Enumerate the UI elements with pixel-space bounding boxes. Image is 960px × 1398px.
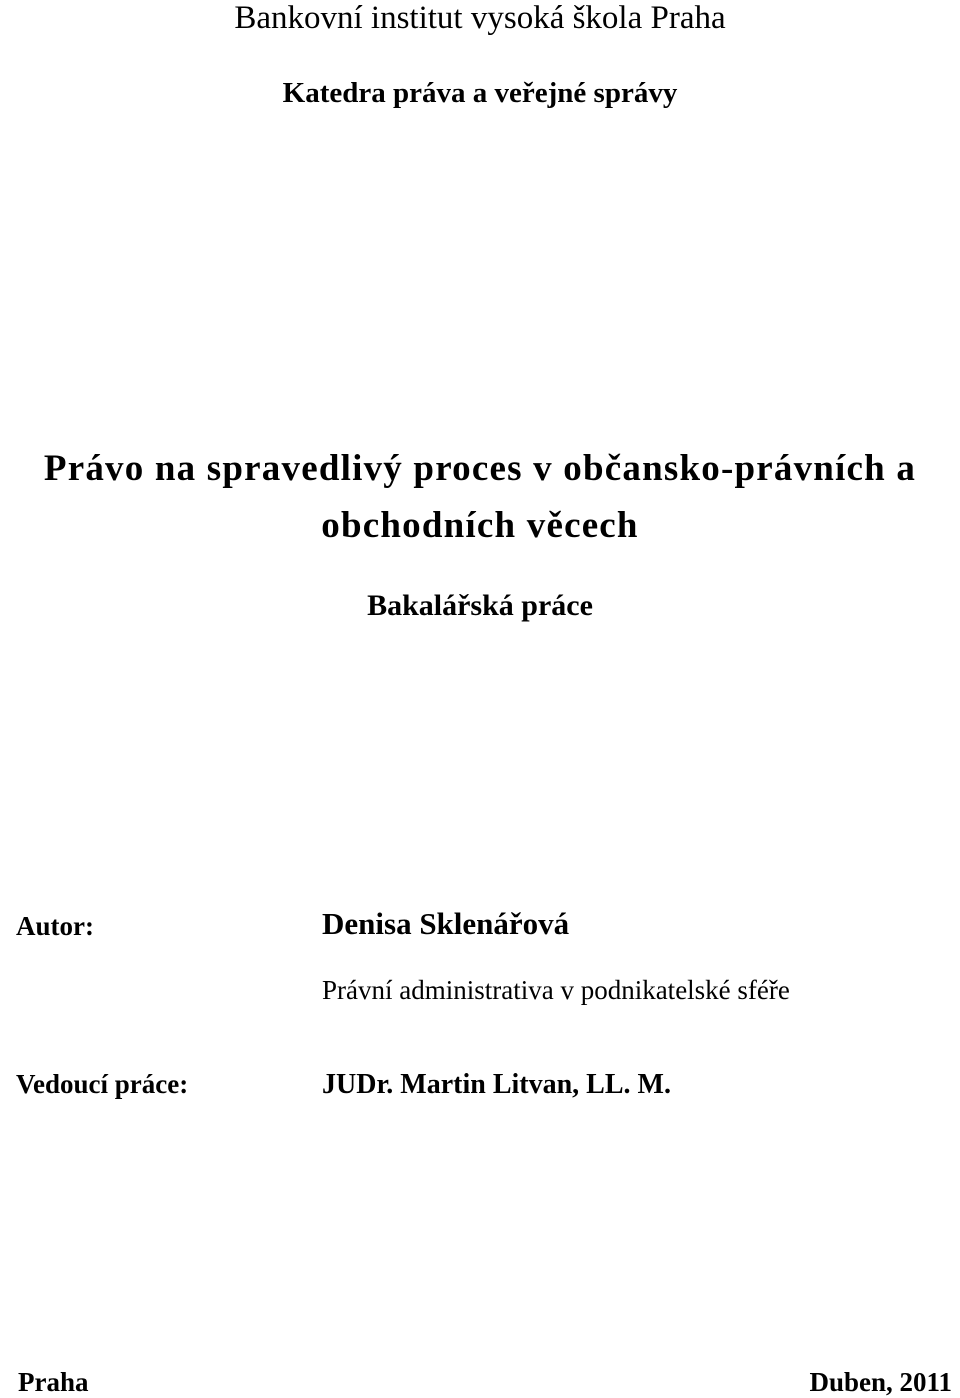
footer-date: Duben, 2011	[809, 1367, 952, 1397]
author-label: Autor:	[16, 911, 94, 941]
thesis-title-line-1: Právo na spravedlivý proces v občansko-právních a	[43, 448, 917, 489]
institution-name: Bankovní institut vysoká škola Praha	[234, 0, 726, 36]
supervisor-name: JUDr. Martin Litvan, LL. M.	[322, 1069, 671, 1100]
author-name: Denisa Sklenářová	[322, 906, 570, 941]
department-name: Katedra práva a veřejné správy	[282, 77, 678, 109]
thesis-type: Bakalářská práce	[367, 589, 593, 622]
footer-place: Praha	[18, 1367, 89, 1397]
thesis-title-line-2: obchodních věcech	[321, 505, 639, 546]
study-program: Právní administrativa v podnikatelské sféře	[322, 975, 790, 1005]
supervisor-label: Vedoucí práce:	[16, 1069, 189, 1099]
